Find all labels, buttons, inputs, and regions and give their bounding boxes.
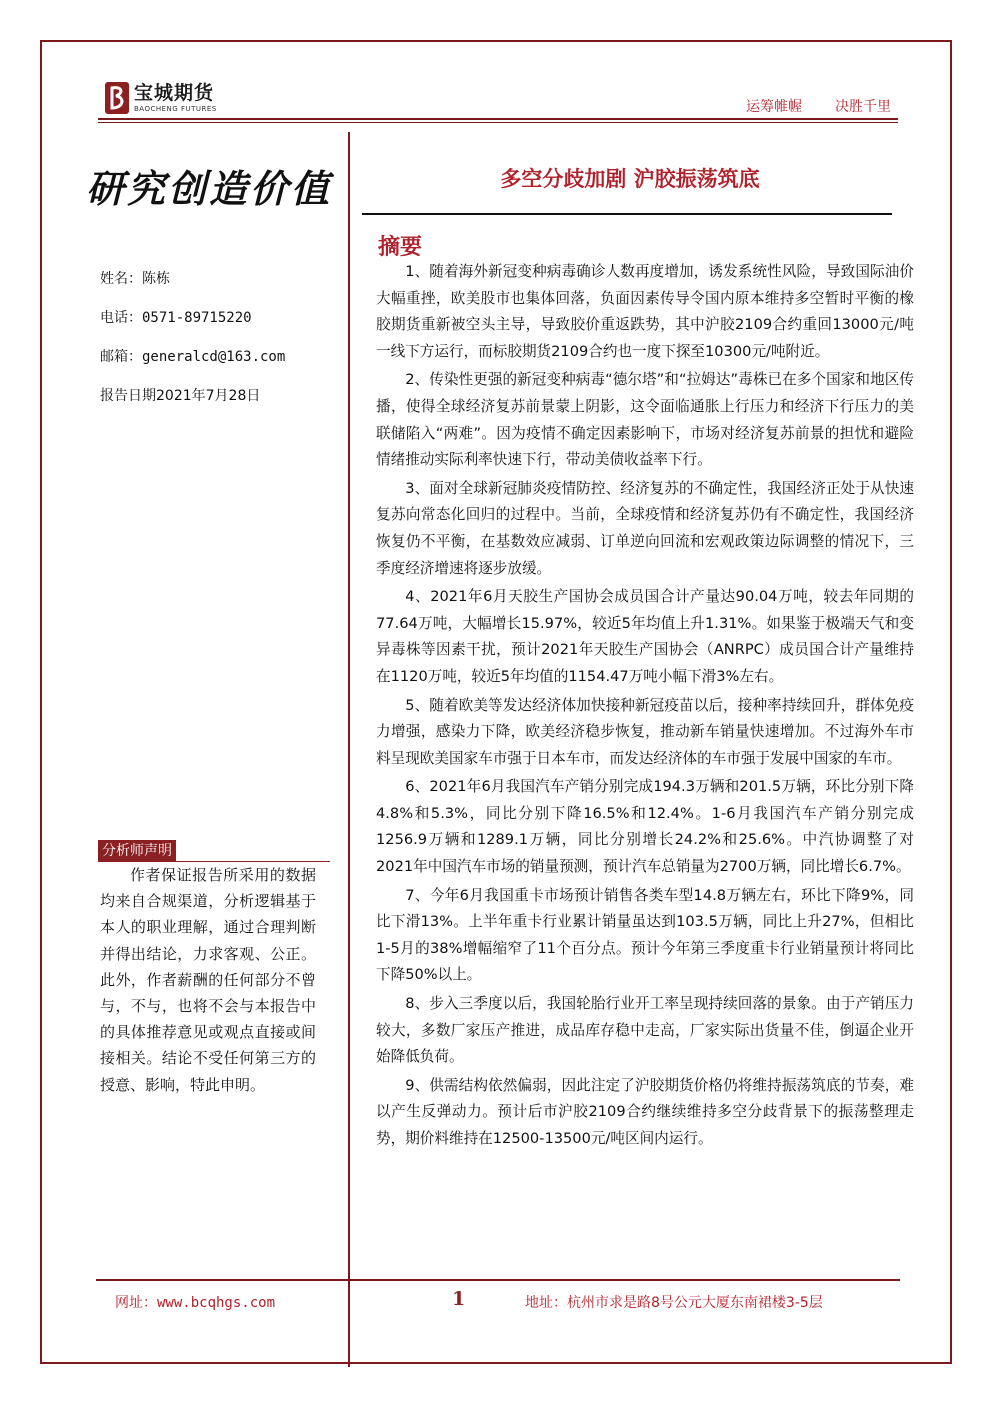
header-rule [98, 118, 898, 120]
author-phone [100, 307, 252, 327]
logo-english: BAOCHENG FUTURES [134, 104, 217, 113]
company-logo [104, 80, 217, 116]
footer-address: 地址：杭州市求是路8号公元大厦东南裙楼3-5层 [525, 1295, 823, 1311]
abstract-paragraph-4: 4、2021年6月天胶生产国协会成员国合计产量达90.04万吨，较去年同期的77.64万吨，大幅增长15.97%，较近5年均值上升1.31%。如果鉴于极端天气和变异毒株等因素干扰，预计2021年天胶生产国协会（ANRPC）成员国合计产量维持在1120万吨，较近5年均值的1154.47万吨小幅下滑3%左右。 [376, 588, 914, 685]
name-label: 姓名： [100, 271, 142, 287]
email-label: 邮箱： [100, 349, 142, 365]
baocheng-logo-icon [104, 81, 130, 115]
slogan-2: 决胜千里 [835, 99, 891, 115]
abstract-paragraph-5: 5、随着欧美等发达经济体加快接种新冠疫苗以后，接种率持续回升，群体免疫力增强，感染力下降，欧美经济稳步恢复，推动新车销量快速增加。不过海外车市料呈现欧美国家车市强于日本车市，而发达经济体的车市强于发展中国家的车市。 [376, 696, 914, 767]
abstract-paragraph-8: 8、步入三季度以后，我国轮胎行业开工率呈现持续回落的景象。由于产销压力较大，多数厂家压产推进，成品库存稳中走高，厂家实际出货量不佳，倒逼企业开始降低负荷。 [376, 995, 914, 1066]
phone-value: 0571-89715220 [142, 310, 252, 326]
author-name [100, 268, 170, 288]
abstract-paragraph-1: 1、随着海外新冠变种病毒确诊人数再度增加，诱发系统性风险，导致国际油价大幅重挫，欧美股市也集体回落，负面因素传导令国内原本维持多空暂时平衡的橡胶期货重新被空头主导，导致胶价重返跌势，其中沪胶2109合约重回13000元/吨一线下方运行，而标胶期货2109合约也一度下探至10300元/吨附近。 [376, 263, 914, 360]
disclaimer-text: 作者保证报告所采用的数据均来自合规渠道，分析逻辑基于本人的职业理解，通过合理判断并得出结论，力求客观、公正。此外，作者薪酬的任何部分不曾与，不与，也将不会与本报告中的具体推荐意见或观点直接或间接相关。结论不受任何第三方的授意、影响，特此申明。 [100, 866, 316, 1094]
title-rule [362, 213, 892, 215]
website-link[interactable]: www.bcqhgs.com [157, 1295, 276, 1311]
slogan-1: 运筹帷幄 [746, 99, 802, 115]
name-value: 陈栋 [142, 271, 170, 287]
motto: 研究创造价值 [86, 166, 333, 211]
header-rule-thin [98, 122, 898, 123]
footer-website [115, 1292, 275, 1312]
email-value[interactable]: generalcd@163.com [142, 349, 286, 365]
author-email [100, 346, 285, 366]
abstract-paragraph-9: 9、供需结构依然偏弱，因此注定了沪胶期货价格仍将维持振荡筑底的节奏，难以产生反弹动力。预计后市沪胶2109合约继续维持多空分歧背景下的振荡整理走势，期价料维持在12500-13500元/吨区间内运行。 [376, 1076, 914, 1147]
abstract-heading: 摘要 [378, 235, 423, 260]
column-divider [348, 132, 350, 1367]
abstract-paragraph-2: 2、传染性更强的新冠变种病毒“德尔塔”和“拉姆达”毒株已在多个国家和地区传播，使得全球经济复苏前景蒙上阴影，这令面临通胀上行压力和经济下行压力的美联储陷入“两难”。因为疫情不确定因素影响下，市场对经济复苏前景的担忧和避险情绪推动实际利率快速下行，带动美债收益率下行。 [376, 371, 914, 469]
logo-chinese: 宝城期货 [134, 81, 215, 104]
report-date: 报告日期2021年7月28日 [100, 388, 261, 404]
abstract-paragraph-7: 7、今年6月我国重卡市场预计销售各类车型14.8万辆左右，环比下降9%，同比下滑13%。上半年重卡行业累计销量虽达到103.5万辆，同比上升27%，但相比1-5月的38%增幅缩窄了11个百分点。预计今年第三季度重卡行业销量预计将同比下降50%以上。 [376, 886, 914, 984]
footer-rule [96, 1279, 900, 1281]
page-number: 1 [452, 1288, 466, 1310]
phone-label: 电话： [100, 310, 142, 326]
disclaimer-label: 分析师声明 [98, 840, 176, 862]
report-title: 多空分歧加剧 沪胶振荡筑底 [500, 167, 760, 191]
website-label: 网址： [115, 1295, 157, 1311]
abstract-paragraph-6: 6、2021年6月我国汽车产销分别完成194.3万辆和201.5万辆，环比分别下降4.8%和5.3%，同比分别下降16.5%和12.4%。1-6月我国汽车产销分别完成1256.9万辆和1289.1万辆，同比分别增长24.2%和25.6%。中汽协调整了对2021年中国汽车市场的销量预测，预计汽车总销量为2700万辆，同比增长6.7%。 [376, 778, 914, 876]
abstract-body [376, 259, 914, 1155]
abstract-paragraph-3: 3、面对全球新冠肺炎疫情防控、经济复苏的不确定性，我国经济正处于从快速复苏向常态化回归的过程中。当前，全球疫情和经济复苏仍有不确定性，我国经济恢复仍不平衡，在基数效应减弱、订单逆向回流和宏观政策边际调整的情况下，三季度经济增速将逐步放缓。 [376, 479, 914, 577]
